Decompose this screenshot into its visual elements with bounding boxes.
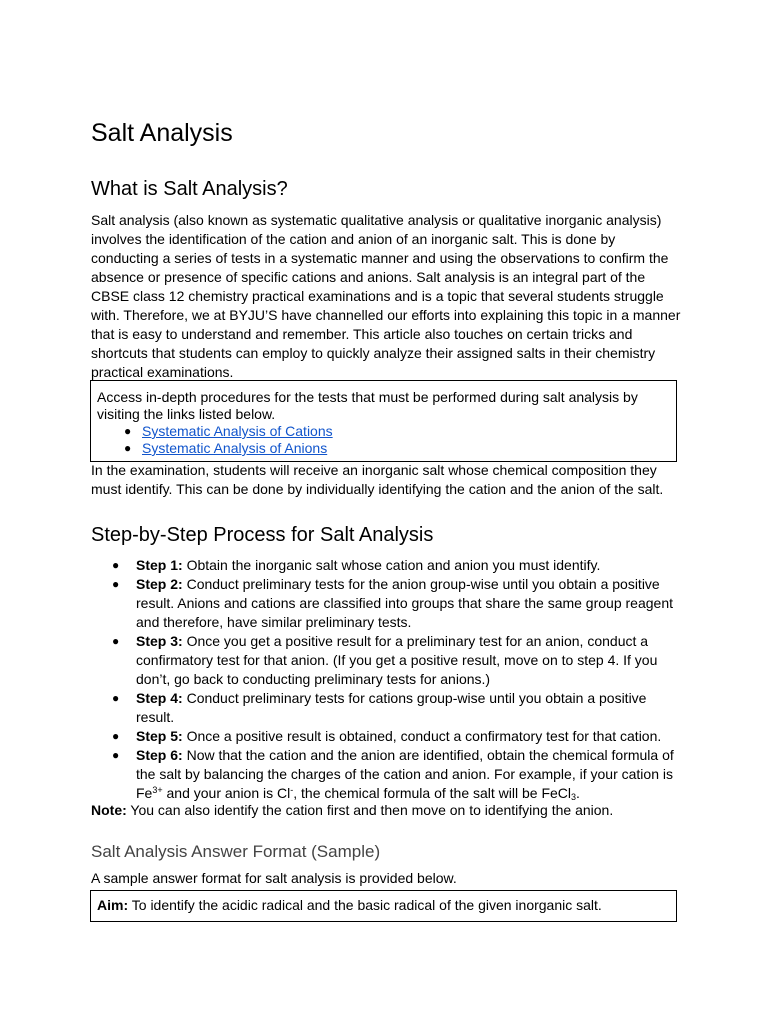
step-item bbox=[91, 556, 691, 575]
link-cations[interactable]: Systematic Analysis of Cations bbox=[142, 423, 333, 439]
note-line bbox=[91, 801, 691, 820]
aim-text: To identify the acidic radical and the basic radical of the given inorganic salt. bbox=[128, 897, 602, 913]
paragraph-line: must identify. This can be done by individually identifying the cation and the anion of the salt. bbox=[91, 481, 664, 497]
note-label: Note: bbox=[91, 802, 127, 818]
paragraph-line: conducting a series of tests in a systematic manner and using the observations to confirm the bbox=[91, 250, 669, 266]
step-text: result. Anions and cations are classified into groups that share the same group reagent bbox=[136, 595, 673, 611]
step-text: Once you get a positive result for a preliminary test for an anion, conduct a bbox=[182, 633, 649, 649]
step-text: Conduct preliminary tests for cations group-wise until you obtain a positive bbox=[182, 690, 647, 706]
bullet-icon: ● bbox=[124, 441, 132, 455]
step-label: Step 3: bbox=[136, 633, 183, 649]
fe-charge: 3+ bbox=[152, 785, 163, 795]
step-item bbox=[91, 746, 691, 803]
bullet-icon: ● bbox=[112, 634, 120, 648]
step-item bbox=[91, 727, 691, 746]
section-heading-steps: Step-by-Step Process for Salt Analysis bbox=[91, 524, 434, 546]
formula-text: . bbox=[576, 785, 580, 801]
aim-label: Aim: bbox=[97, 897, 129, 913]
step-text: Obtain the inorganic salt whose cation and anion you must identify. bbox=[182, 557, 601, 573]
formula-fe: Fe bbox=[136, 785, 153, 801]
step-label: Step 2: bbox=[136, 576, 183, 592]
callout-line: visiting the links listed below. bbox=[97, 406, 276, 422]
step-label: Step 5: bbox=[136, 728, 183, 744]
step-text: the salt by balancing the charges of the cation and anion. For example, if your cation is bbox=[136, 766, 673, 782]
formula-text: and your anion is Cl bbox=[162, 785, 291, 801]
bullet-icon: ● bbox=[112, 558, 120, 572]
paragraph-line: practical examinations. bbox=[91, 364, 234, 380]
callout-text bbox=[97, 389, 671, 423]
aim-box bbox=[90, 890, 677, 922]
note-text: You can also identify the cation first and then move on to identifying the anion. bbox=[126, 802, 614, 818]
step-text: Conduct preliminary tests for the anion group-wise until you obtain a positive bbox=[182, 576, 660, 592]
step-label: Step 1: bbox=[136, 557, 183, 573]
bullet-icon: ● bbox=[112, 691, 120, 705]
link-anions[interactable]: Systematic Analysis of Anions bbox=[142, 440, 328, 456]
bullet-icon: ● bbox=[112, 577, 120, 591]
intro-paragraph bbox=[91, 211, 691, 382]
paragraph-line: involves the identification of the cation and anion of an inorganic salt. This is done by bbox=[91, 231, 616, 247]
step-item bbox=[91, 575, 691, 632]
cl-charge: - bbox=[290, 785, 294, 795]
bullet-icon: ● bbox=[124, 424, 132, 438]
section-heading-what-is: What is Salt Analysis? bbox=[91, 178, 288, 200]
step-text: and therefore, have similar preliminary tests. bbox=[136, 614, 412, 630]
paragraph-line: CBSE class 12 chemistry practical examinations and is a topic that several students struggle bbox=[91, 288, 664, 304]
paragraph-line: that is easy to understand and remember. This article also touches on certain tricks and bbox=[91, 326, 633, 342]
links-list bbox=[97, 423, 671, 457]
exam-paragraph bbox=[91, 461, 691, 499]
formula-subscript: 3 bbox=[571, 792, 577, 802]
paragraph-line: shortcuts that students can employ to quickly analyze their assigned salts in their chemistry bbox=[91, 345, 656, 361]
links-callout-box bbox=[90, 380, 677, 462]
steps-list bbox=[91, 556, 691, 803]
page-title: Salt Analysis bbox=[91, 119, 233, 147]
step-text: result. bbox=[136, 709, 175, 725]
paragraph-line: with. Therefore, we at BYJU’S have channelled our efforts into explaining this topic in a manner bbox=[91, 307, 681, 323]
paragraph-line: Salt analysis (also known as systematic qualitative analysis or qualitative inorganic analysis) bbox=[91, 212, 662, 228]
list-item bbox=[97, 440, 671, 457]
step-text: Once a positive result is obtained, conduct a confirmatory test for that cation. bbox=[182, 728, 662, 744]
bullet-icon: ● bbox=[112, 748, 120, 762]
step-text: don’t, go back to conducting preliminary tests for anions.) bbox=[136, 671, 491, 687]
bullet-icon: ● bbox=[112, 729, 120, 743]
list-item bbox=[97, 423, 671, 440]
section-heading-answer-format: Salt Analysis Answer Format (Sample) bbox=[91, 842, 381, 861]
step-text: Now that the cation and the anion are identified, obtain the chemical formula of bbox=[182, 747, 674, 763]
step-item bbox=[91, 632, 691, 689]
paragraph-line: In the examination, students will receive an inorganic salt whose chemical composition they bbox=[91, 462, 657, 478]
step-item bbox=[91, 689, 691, 727]
paragraph-line: absence or presence of specific cations and anions. Salt analysis is an integral part of the bbox=[91, 269, 646, 285]
callout-line: Access in-depth procedures for the tests that must be performed during salt analysis by bbox=[97, 389, 638, 405]
formula-text: , the chemical formula of the salt will be FeCl bbox=[293, 785, 572, 801]
answer-format-intro: A sample answer format for salt analysis is provided below. bbox=[91, 870, 457, 886]
step-text: confirmatory test for that anion. (If you get a positive result, move on to step 4. If you bbox=[136, 652, 658, 668]
step-label: Step 6: bbox=[136, 747, 183, 763]
step-label: Step 4: bbox=[136, 690, 183, 706]
